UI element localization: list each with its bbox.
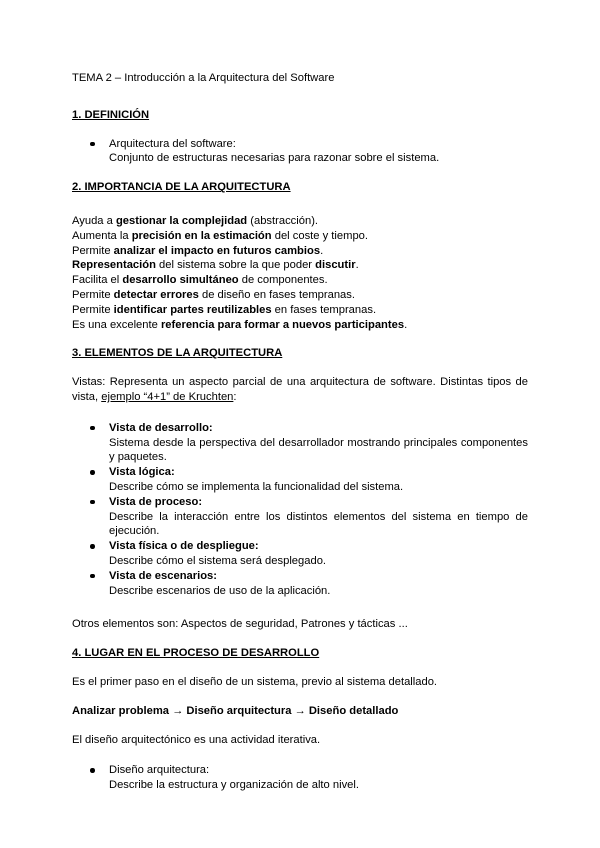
list-item <box>72 569 528 599</box>
paragraph: Es el primer paso en el diseño de un sistema, previo al sistema detallado. <box>72 675 438 688</box>
view-description: Describe la interacción entre los distintos elementos del sistema en tiempo de ejecución. <box>109 510 528 538</box>
section-4-heading: 4. LUGAR EN EL PROCESO DE DESARROLLO <box>72 647 320 660</box>
text-line: Permite analizar el impacto en futuros cambios. <box>72 244 324 257</box>
list-item <box>72 763 528 793</box>
list-item <box>72 421 528 465</box>
view-description: Describe cómo el sistema será desplegado. <box>109 554 327 567</box>
list-item <box>72 495 528 539</box>
kruchten-reference: ejemplo “4+1” de Kruchten <box>101 390 234 403</box>
definition-list <box>72 137 528 167</box>
view-title: Vista lógica: <box>109 466 175 479</box>
views-intro: Vistas: Representa un aspecto parcial de una arquitectura de software. Distintas tipos de vista, ejemplo “4+1” de Kruchten: <box>72 376 528 403</box>
views-list <box>72 421 528 599</box>
view-title: Vista de desarrollo: <box>109 421 213 434</box>
section-3-heading: 3. ELEMENTOS DE LA ARQUITECTURA <box>72 347 283 360</box>
design-flow: Analizar problema → Diseño arquitectura → Diseño detallado <box>72 704 399 717</box>
text-line: Facilita el desarrollo simultáneo de componentes. <box>72 274 328 287</box>
view-title: Vista de proceso: <box>109 495 203 508</box>
text-line: Aumenta la precisión en la estimación del coste y tiempo. <box>72 229 368 242</box>
text-line: Representación del sistema sobre la que poder discutir. <box>72 259 359 272</box>
bullet-title: Arquitectura del software: <box>109 137 236 150</box>
view-description: Describe cómo se implementa la funcionalidad del sistema. <box>109 480 404 493</box>
text-line: Permite identificar partes reutilizables en fases tempranas. <box>72 303 377 316</box>
view-title: Vista de escenarios: <box>109 569 217 582</box>
section-1-heading: 1. DEFINICIÓN <box>72 108 150 121</box>
text-line: Es una excelente referencia para formar a nuevos participantes. <box>72 318 408 331</box>
section-2-heading: 2. IMPORTANCIA DE LA ARQUITECTURA <box>72 181 291 194</box>
bullet-description: Conjunto de estructuras necesarias para razonar sobre el sistema. <box>109 152 440 165</box>
design-list <box>72 763 528 793</box>
list-item <box>72 539 528 569</box>
text-line: Permite detectar errores de diseño en fases tempranas. <box>72 288 355 301</box>
view-title: Vista física o de despliegue: <box>109 540 259 553</box>
bullet-title: Diseño arquitectura: <box>109 764 210 777</box>
list-item <box>72 465 528 495</box>
text-line: Ayuda a gestionar la complejidad (abstracción). <box>72 214 319 227</box>
other-elements: Otros elementos son: Aspectos de seguridad, Patrones y tácticas ... <box>72 618 408 631</box>
document-page <box>72 71 528 793</box>
bullet-description: Describe la estructura y organización de alto nivel. <box>109 779 359 792</box>
view-description: Sistema desde la perspectiva del desarrollador mostrando principales componentes y paquetes. <box>109 436 528 464</box>
document-title: TEMA 2 – Introducción a la Arquitectura del Software <box>72 72 335 84</box>
paragraph: El diseño arquitectónico es una actividad iterativa. <box>72 733 321 746</box>
view-description: Describe escenarios de uso de la aplicación. <box>109 584 331 597</box>
list-item <box>72 137 528 167</box>
importance-lines <box>72 214 528 332</box>
